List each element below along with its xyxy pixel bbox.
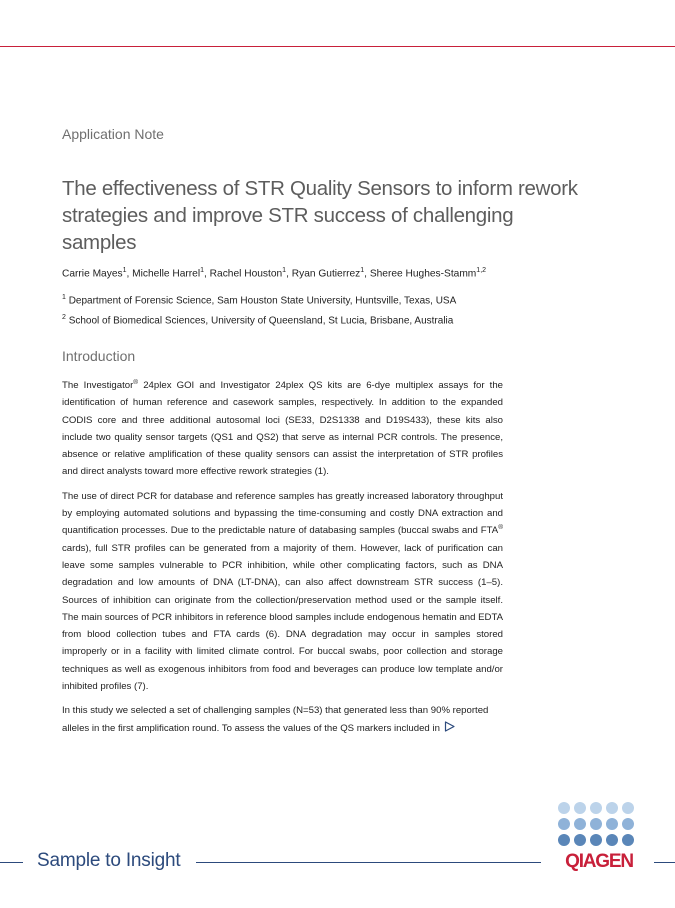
footer-rule-right	[654, 862, 675, 863]
paragraph	[62, 377, 503, 481]
paragraph-text: cards), full STR profiles can be generated from a majority of them. However, lack of purification can leave some samples vulnerable to PCR inhibition, while other complicating factors, such as DNA degradation and low amounts of DNA (LT-DNA), can also affect downstream STR success (1–5). Sources of inhibition can originate from the collection/preservation method used or the sample itself. The main sources of PCR inhibitors in reference blood samples include endogenous hematin and EDTA from blood collection tubes and FTA cards (6). DNA degradation may occur in samples stored improperly or in a facility with limited climate control. For buccal swabs, poor collection and storage techniques as well as exogenous inhibitors from food and beverages can produce low template and/or inhibited profiles (7).	[62, 542, 503, 693]
introduction-body	[62, 377, 503, 745]
footer-rule-left	[0, 862, 23, 863]
author-name: Rachel Houston	[209, 268, 283, 280]
paragraph	[62, 488, 503, 696]
introduction-heading: Introduction	[62, 348, 136, 364]
author-name: Sheree Hughes-Stamm	[369, 268, 477, 280]
paragraph-text: The Investigator	[62, 380, 134, 391]
qiagen-logo	[556, 802, 642, 874]
paragraph-text: In this study we selected a set of challenging samples (N=53) that generated less than 90% reported alleles in the first amplification round. To assess the values of the QS markers included in	[62, 705, 489, 734]
author-affiliation-mark: 1	[360, 267, 365, 274]
paragraph-text: 24plex GOI and Investigator 24plex QS kits are 6-dye multiplex assays for the identification of human reference and casework samples, respectively. In addition to the expanded CODIS core and three additional autosomal loci (SE33, D2S1338 and D19S433), these kits also include two quality sensor targets (QS1 and QS2) that serve as internal PCR controls. The presence, absence or relative amplification of these quality sensors can assist the interpretation of STR profiles and direct analysts toward more effective rework strategies (1).	[62, 380, 504, 478]
qiagen-wordmark: QIAGEN	[565, 851, 633, 872]
registered-mark: ®	[133, 378, 139, 386]
affiliation-mark: 1	[62, 294, 66, 301]
affiliation-text: School of Biomedical Sciences, University of Queensland, St Lucia, Brisbane, Australia	[68, 315, 454, 327]
affiliation-item	[62, 309, 622, 329]
registered-mark: ®	[498, 524, 503, 532]
affiliation-list	[62, 289, 622, 330]
document-type-label: Application Note	[62, 126, 164, 142]
affiliation-item	[62, 289, 622, 309]
paragraph-text: The use of direct PCR for database and reference samples has greatly increased laboratory throughput by employing automated solutions and bypassing the time-consuming and costly DNA extraction and quantification processes. Due to the predictable nature of databasing samples (buccal swabs and FTA	[62, 490, 503, 537]
footer-rule-middle	[196, 862, 541, 863]
affiliation-mark: 2	[62, 314, 66, 322]
author-name: Carrie Mayes	[62, 268, 123, 280]
affiliation-text: Department of Forensic Science, Sam Houston State University, Huntsville, Texas, USA	[68, 295, 457, 307]
document-title: The effectiveness of STR Quality Sensors to inform rework strategies and improve STR success of challenging samples	[62, 177, 578, 254]
triangle-right-outline-icon	[444, 721, 455, 738]
paragraph	[62, 702, 503, 738]
author-affiliation-mark: 1	[282, 267, 287, 274]
author-name: Michelle Harrel	[132, 268, 201, 280]
top-accent-rule	[0, 46, 675, 47]
author-name: Ryan Gutierrez	[291, 268, 361, 280]
author-list: Carrie Mayes$^1$, Michelle Harrel$^1$, Rachel Houston$^1$, Ryan Gutierrez$^1$, Sheree Hughes-Stamm$^{1,2}$	[62, 267, 487, 280]
footer-tagline: Sample to Insight	[37, 850, 181, 871]
author-affiliation-mark: 1	[200, 267, 204, 274]
author-affiliation-mark: 1,2	[476, 267, 487, 274]
qiagen-dot-grid-logo-icon	[556, 802, 642, 854]
author-affiliation-mark: 1	[122, 267, 127, 274]
